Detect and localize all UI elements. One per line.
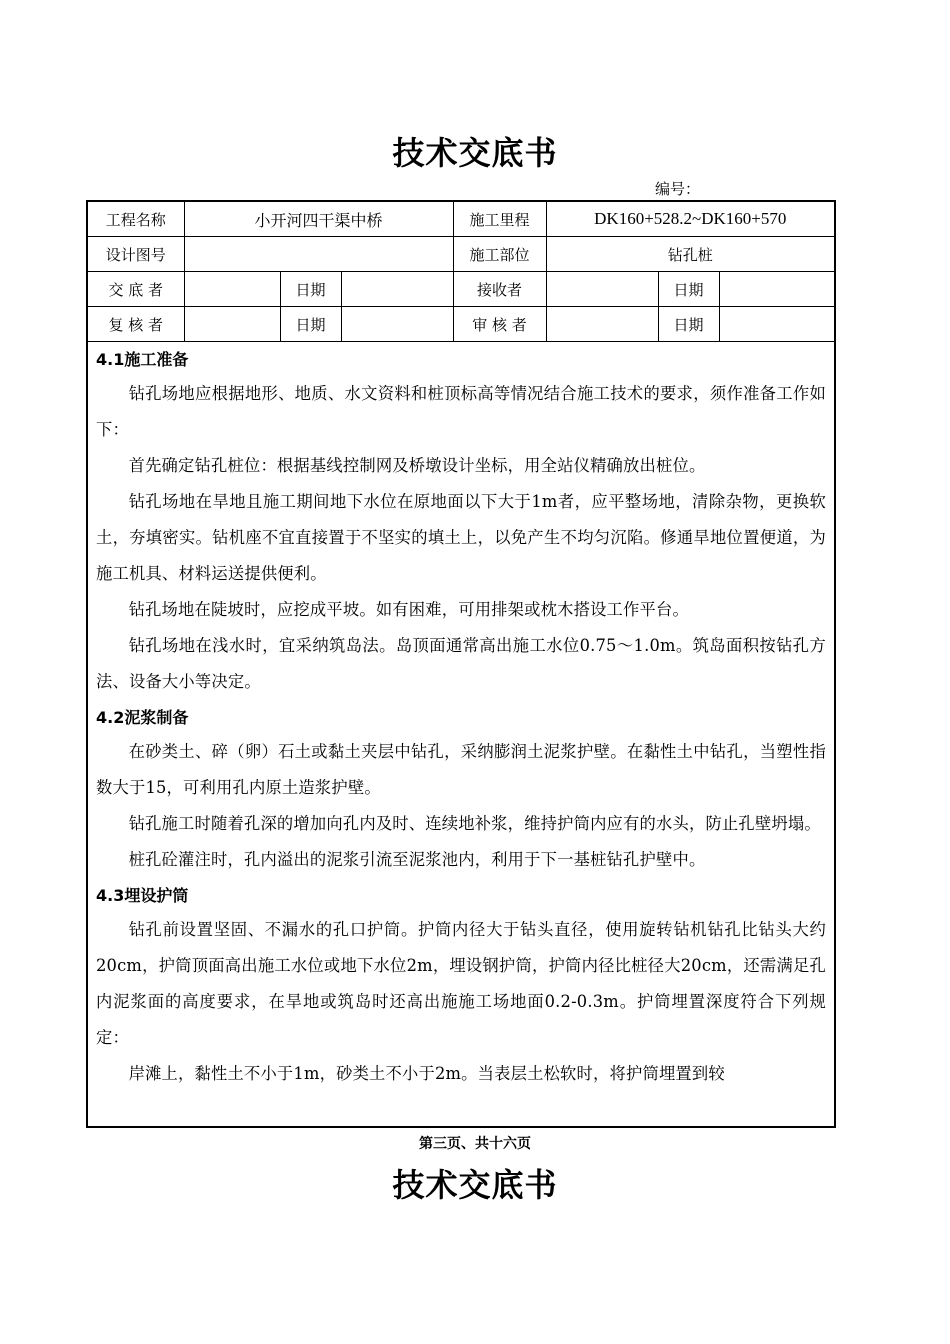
drawing-no-label: 设计图号 <box>88 237 184 272</box>
construction-part-value: 钻孔桩 <box>546 237 834 272</box>
discloser-label: 交 底 者 <box>88 272 184 307</box>
date-label: 日期 <box>658 272 719 307</box>
header-row-4 <box>88 307 834 342</box>
paragraph: 岸滩上，黏性土不小于1m，砂类土不小于2m。当表层土松软时，将护筒埋置到较 <box>128 1064 725 1083</box>
date-value <box>719 307 834 342</box>
date-value <box>341 307 453 342</box>
reviewer-label: 审 核 者 <box>453 307 546 342</box>
date-label: 日期 <box>280 307 341 342</box>
date-value <box>341 272 453 307</box>
disclosure-body <box>88 342 834 1092</box>
section-heading: 4.1施工准备 <box>96 350 189 369</box>
paragraph: 钻孔前设置坚固、不漏水的孔口护筒。护筒内径大于钻头直径，使用旋转钻机钻孔比钻头大约20cm，护筒顶面高出施工水位或地下水位2m，埋设钢护筒，护筒内径比桩径大20cm，还需满足孔内泥浆面的高度要求，在旱地或筑岛时还高出施施工场地面0.2-0.3m。护筒埋置深度符合下列规定： <box>96 920 826 1047</box>
next-page-title: 技术交底书 <box>392 1166 558 1204</box>
document-title: 技术交底书 <box>392 134 558 172</box>
disclosure-sheet <box>86 200 836 1128</box>
project-name-label: 工程名称 <box>88 202 184 237</box>
paragraph: 钻孔场地应根据地形、地质、水文资料和桩顶标高等情况结合施工技术的要求，须作准备工作如下： <box>96 384 826 439</box>
section-heading: 4.3埋设护筒 <box>96 886 189 905</box>
paragraph: 在砂类土、碎（卵）石土或黏土夹层中钻孔，采纳膨润土泥浆护壁。在黏性土中钻孔，当塑性指数大于15，可利用孔内原土造浆护壁。 <box>96 742 826 797</box>
construction-part-label: 施工部位 <box>453 237 546 272</box>
mileage-value: DK160+528.2~DK160+570 <box>546 202 834 237</box>
date-label: 日期 <box>280 272 341 307</box>
header-row-1 <box>88 202 834 237</box>
paragraph: 首先确定钻孔桩位：根据基线控制网及桥墩设计坐标，用全站仪精确放出桩位。 <box>128 456 706 475</box>
checker-label: 复 核 者 <box>88 307 184 342</box>
section-heading: 4.2泥浆制备 <box>96 708 189 727</box>
receiver-label: 接收者 <box>453 272 546 307</box>
reviewer-value <box>546 307 658 342</box>
paragraph: 钻孔场地在浅水时，宜采纳筑岛法。岛顶面通常高出施工水位0.75～1.0m。筑岛面积按钻孔方法、设备大小等决定。 <box>96 636 826 691</box>
header-table <box>88 202 834 342</box>
mileage-label: 施工里程 <box>453 202 546 237</box>
paragraph: 钻孔场地在陡坡时，应挖成平坡。如有困难，可用排架或枕木搭设工作平台。 <box>128 600 689 619</box>
paragraph: 桩孔砼灌注时，孔内溢出的泥浆引流至泥浆池内，利用于下一基桩钻孔护壁中。 <box>128 850 706 869</box>
checker-value <box>184 307 280 342</box>
header-row-3 <box>88 272 834 307</box>
discloser-value <box>184 272 280 307</box>
date-value <box>719 272 834 307</box>
doc-number-label: 编号： <box>655 180 701 198</box>
date-label: 日期 <box>658 307 719 342</box>
project-name-value: 小开河四干渠中桥 <box>184 202 453 237</box>
receiver-value <box>546 272 658 307</box>
paragraph: 钻孔场地在旱地且施工期间地下水位在原地面以下大于1m者，应平整场地，清除杂物，更换软土，夯填密实。钻机座不宜直接置于不坚实的填土上，以免产生不均匀沉陷。修通旱地位置便道，为施工机具、材料运送提供便利。 <box>96 492 826 583</box>
paragraph: 钻孔施工时随着孔深的增加向孔内及时、连续地补浆，维持护筒内应有的水头，防止孔壁坍塌。 <box>128 814 821 833</box>
page-number: 第三页、共十六页 <box>419 1136 531 1152</box>
drawing-no-value <box>184 237 453 272</box>
header-row-2 <box>88 237 834 272</box>
